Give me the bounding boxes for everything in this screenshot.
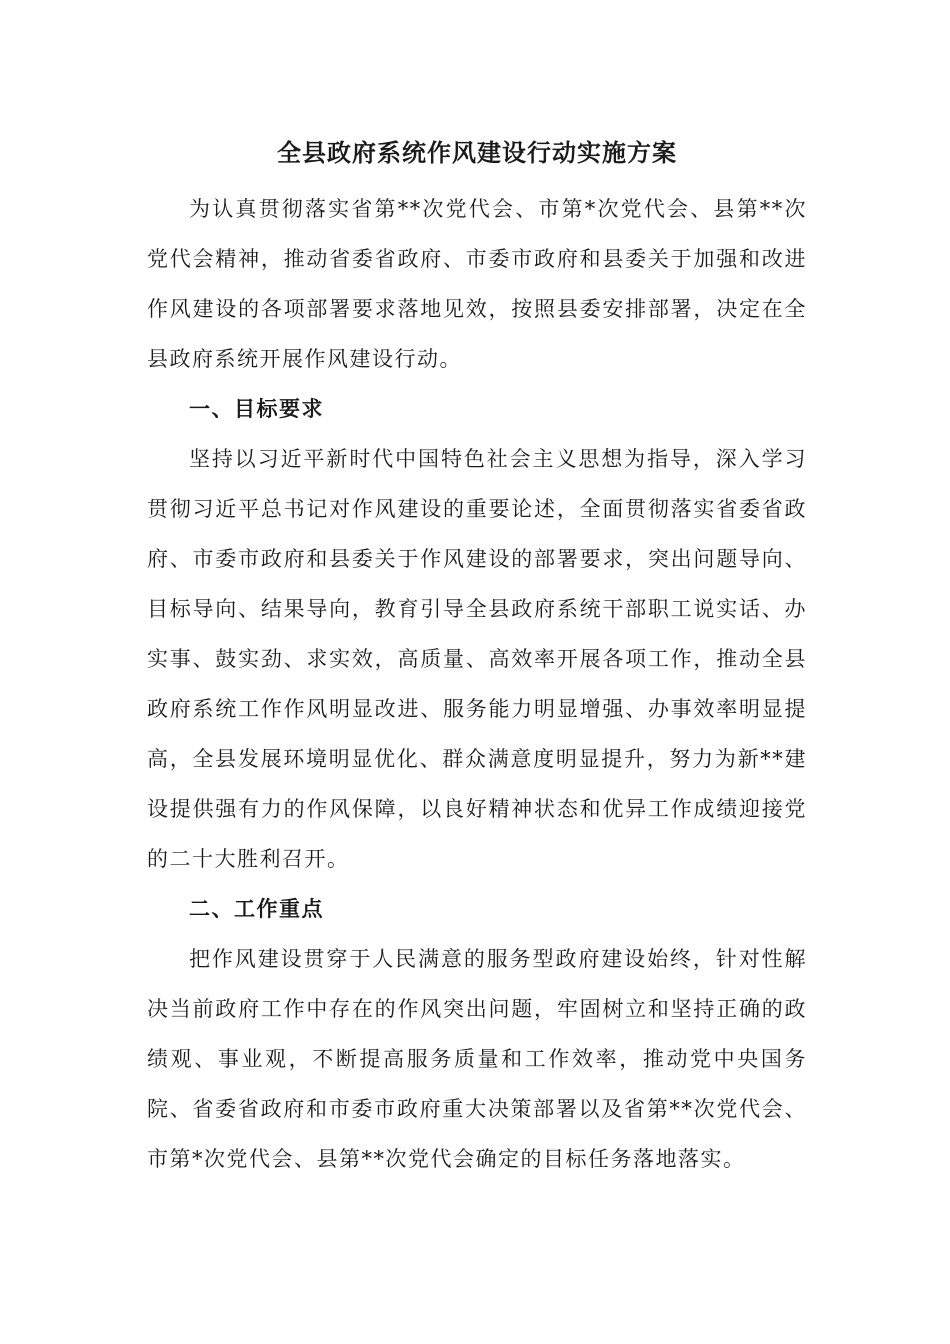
intro-paragraph: 为认真贯彻落实省第**次党代会、市第*次党代会、县第**次党代会精神，推动省委省政府、市委市政府和县委关于加强和改进作风建设的各项部署要求落地见效，按照县委安排部署，决定在全县政府系统开展作风建设行动。 — [147, 197, 807, 371]
document-title: 全县政府系统作风建设行动实施方案 — [277, 138, 677, 167]
section-heading-priorities: 二、工作重点 — [189, 896, 324, 921]
section-body-priorities: 把作风建设贯穿于人民满意的服务型政府建设始终，针对性解决当前政府工作中存在的作风突出问题，牢固树立和坚持正确的政绩观、事业观，不断提高服务质量和工作效率，推动党中央国务院、省委省政府和市委市政府重大决策部署以及省第**次党代会、市第*次党代会、县第**次党代会确定的目标任务落地落实。 — [147, 947, 807, 1171]
section-body-goals: 坚持以习近平新时代中国特色社会主义思想为指导，深入学习贯彻习近平总书记对作风建设的重要论述，全面贯彻落实省委省政府、市委市政府和县委关于作风建设的部署要求，突出问题导向、目标导向、结果导向，教育引导全县政府系统干部职工说实话、办实事、鼓实劲、求实效，高质量、高效率开展各项工作，推动全县政府系统工作作风明显改进、服务能力明显增强、办事效率明显提高，全县发展环境明显优化、群众满意度明显提升，努力为新**建设提供强有力的作风保障，以良好精神状态和优异工作成绩迎接党的二十大胜利召开。 — [147, 447, 807, 871]
section-heading-goals: 一、目标要求 — [189, 396, 324, 421]
